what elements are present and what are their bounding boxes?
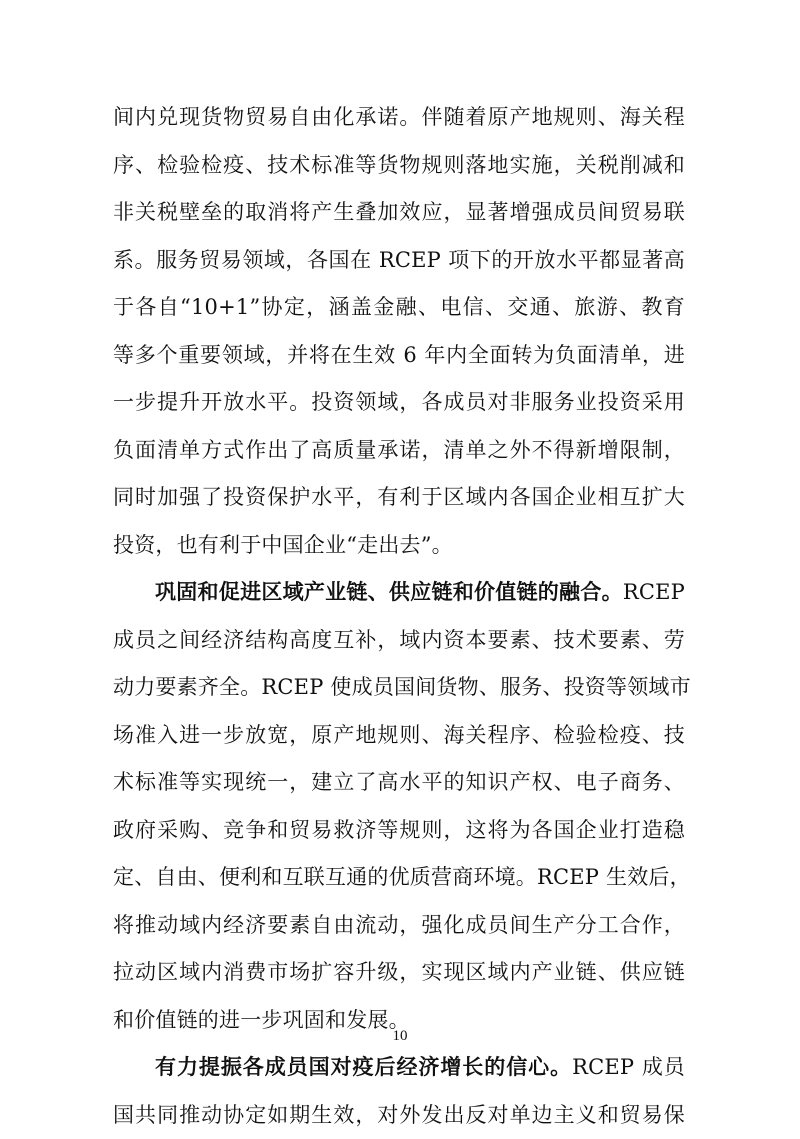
text-line: 间内兑现货物贸易自由化承诺。伴随着原产地规则、海关程: [113, 94, 685, 142]
paragraph-heading: 巩固和促进区域产业链、供应链和价值链的融合。: [155, 580, 623, 604]
text-line: 场准入进一步放宽，原产地规则、海关程序、检验检疫、技: [113, 712, 685, 760]
text-line: 投资，也有利于中国企业“走出去”。: [113, 522, 685, 570]
text-line: 等多个重要领域，并将在生效 6 年内全面转为负面清单，进: [113, 332, 685, 380]
text-line: 成员之间经济结构高度互补，域内资本要素、技术要素、劳: [113, 617, 685, 665]
paragraph-heading: 有力提振各成员国对疫后经济增长的信心。: [155, 1055, 572, 1079]
paragraph-confidence: [113, 1044, 685, 1139]
paragraph-first-line: [113, 569, 685, 617]
page-number: 10: [0, 1028, 800, 1045]
text-line: 序、检验检疫、技术标准等货物规则落地实施，关税削减和: [113, 142, 685, 190]
paragraph-trade-liberalization: [113, 94, 685, 569]
text-line: 将推动域内经济要素自由流动，强化成员间生产分工合作，: [113, 902, 685, 950]
paragraph-first-line: [113, 1044, 685, 1092]
body-text: [113, 94, 685, 1139]
text-line: 非关税壁垒的取消将产生叠加效应，显著增强成员间贸易联: [113, 189, 685, 237]
text-line: 同时加强了投资保护水平，有利于区域内各国企业相互扩大: [113, 474, 685, 522]
paragraph-value-chain: [113, 569, 685, 1044]
text-line: 定、自由、便利和互联互通的优质营商环境。RCEP 生效后，: [113, 854, 685, 902]
text-line: 和价值链的进一步巩固和发展。: [113, 997, 685, 1045]
heading-continuation: RCEP 成员: [572, 1055, 685, 1079]
text-line: 国共同推动协定如期生效，对外发出反对单边主义和贸易保: [113, 1092, 685, 1139]
text-line: 于各自“10+1”协定，涵盖金融、电信、交通、旅游、教育: [113, 284, 685, 332]
heading-continuation: RCEP: [623, 580, 685, 604]
text-line: 政府采购、竞争和贸易救济等规则，这将为各国企业打造稳: [113, 807, 685, 855]
text-line: 系。服务贸易领域，各国在 RCEP 项下的开放水平都显著高: [113, 237, 685, 285]
text-line: 一步提升开放水平。投资领域，各成员对非服务业投资采用: [113, 379, 685, 427]
text-line: 负面清单方式作出了高质量承诺，清单之外不得新增限制，: [113, 427, 685, 475]
text-line: 拉动区域内消费市场扩容升级，实现区域内产业链、供应链: [113, 949, 685, 997]
text-line: 动力要素齐全。RCEP 使成员国间货物、服务、投资等领域市: [113, 664, 685, 712]
text-line: 术标准等实现统一，建立了高水平的知识产权、电子商务、: [113, 759, 685, 807]
